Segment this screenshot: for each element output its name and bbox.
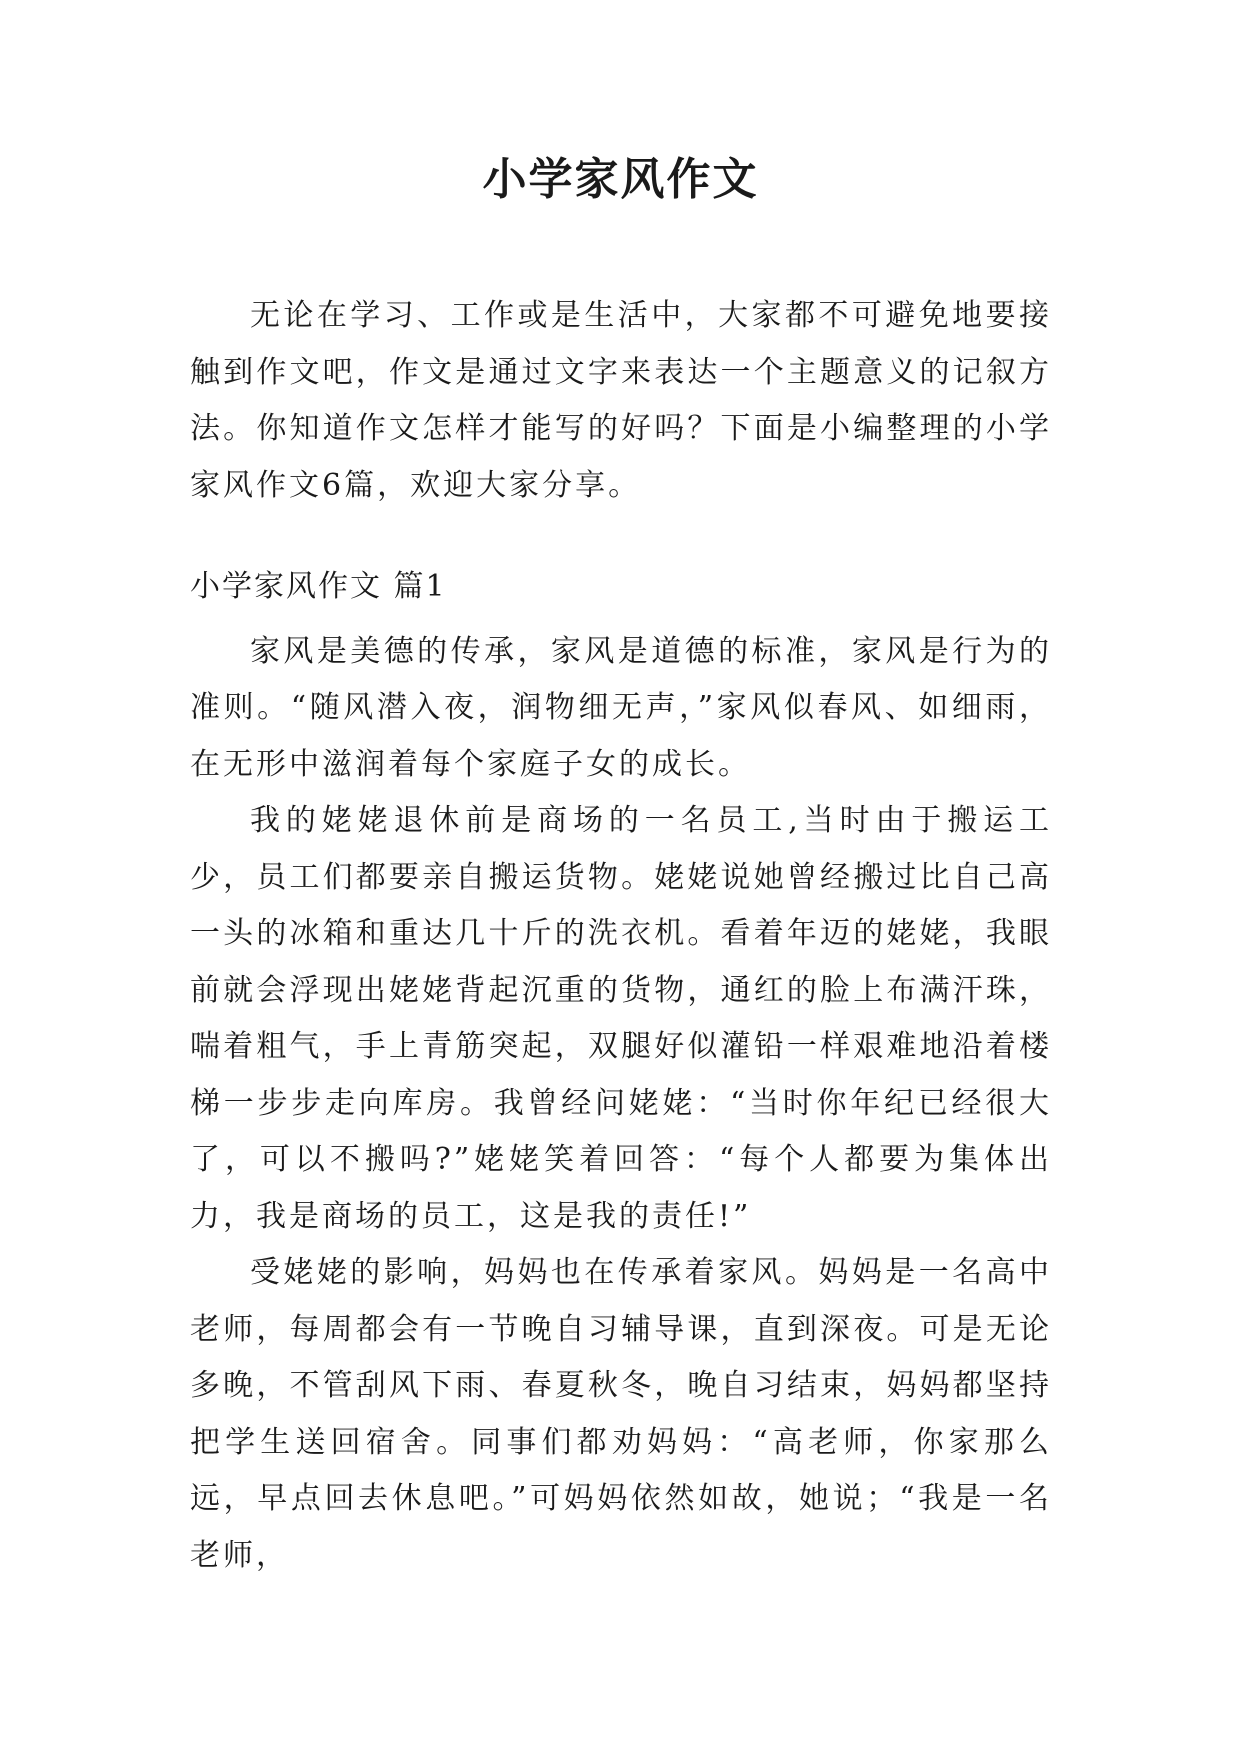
section-1 xyxy=(190,559,1052,1584)
intro-paragraph: 无论在学习、工作或是生活中，大家都不可避免地要接触到作文吧，作文是通过文字来表达一个主题意义的记叙方法。你知道作文怎样才能写的好吗？下面是小编整理的小学家风作文6篇，欢迎大家分享。 xyxy=(190,298,1052,503)
document-body xyxy=(190,288,1052,1584)
section-heading: 小学家风作文 篇1 xyxy=(190,569,447,604)
document-title: 小学家风作文 xyxy=(482,154,759,205)
body-paragraph: 受姥姥的影响，妈妈也在传承着家风。妈妈是一名高中老师，每周都会有一节晚自习辅导课，直到深夜。可是无论多晚，不管刮风下雨、春夏秋冬，晚自习结束，妈妈都坚持把学生送回宿舍。同事们都劝妈妈：“高老师，你家那么远，早点回去休息吧。”可妈妈依然如故，她说；“我是一名老师， xyxy=(190,1255,1052,1573)
body-paragraph: 我的姥姥退休前是商场的一名员工,当时由于搬运工少，员工们都要亲自搬运货物。姥姥说她曾经搬过比自己高一头的冰箱和重达几十斤的洗衣机。看着年迈的姥姥，我眼前就会浮现出姥姥背起沉重的货物，通红的脸上布满汗珠，喘着粗气，手上青筋突起，双腿好似灌铅一样艰难地沿着楼梯一步步走向库房。我曾经问姥姥：“当时你年纪已经很大了，可以不搬吗?”姥姥笑着回答：“每个人都要为集体出力，我是商场的员工，这是我的责任!” xyxy=(190,803,1052,1234)
body-paragraph: 家风是美德的传承，家风是道德的标准，家风是行为的准则。“随风潜入夜，润物细无声，”家风似春风、如细雨，在无形中滋润着每个家庭子女的成长。 xyxy=(190,633,1052,782)
